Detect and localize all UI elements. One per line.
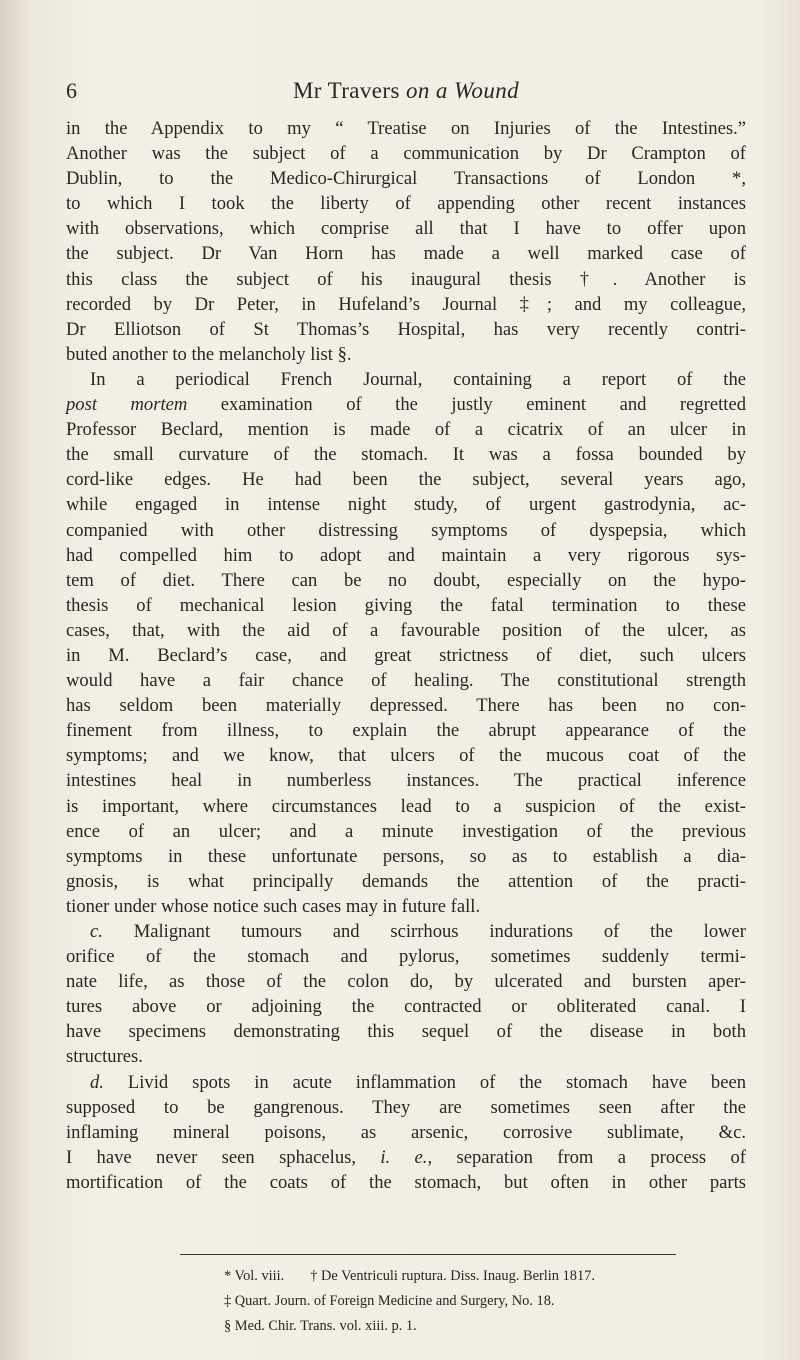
footnotes: [224, 1264, 744, 1339]
text-line: supposed to be gangrenous. They are sometimes seen after the: [66, 1096, 746, 1118]
text-line: in the Appendix to my “ Treatise on Injuries of the Intestines.”: [66, 118, 746, 139]
footnote-section: § Med. Chir. Trans. vol. xiii. p. 1.: [224, 1318, 417, 1334]
text-line: the small curvature of the stomach. It was a fossa bounded by: [66, 444, 746, 466]
page-number: 6: [66, 78, 77, 103]
italic-marker: c.: [90, 921, 103, 942]
text-line: orifice of the stomach and pylorus, sometimes suddenly termi-: [66, 946, 746, 968]
page-header: [66, 78, 746, 108]
text-line: mortification of the coats of the stomach, but often in other parts: [66, 1171, 746, 1193]
text-line: I have never seen sphacelus, i. e., separation from a process of: [66, 1146, 746, 1168]
footnote-rule: [180, 1254, 676, 1255]
text-line: Professor Beclard, mention is made of a cicatrix of an ulcer in: [66, 419, 746, 441]
text-line: while engaged in intense night study, of urgent gastrodynia, ac-: [66, 494, 746, 516]
text-line: have specimens demonstrating this sequel of the disease in both: [66, 1021, 746, 1043]
text-line: tures above or adjoining the contracted or obliterated canal. I: [66, 996, 746, 1018]
post-mortem-italic: post mortem: [66, 394, 188, 416]
text-line: Dublin, to the Medico-Chirurgical Transactions of London *,: [66, 168, 746, 190]
text-line: would have a fair chance of healing. The constitutional strength: [66, 670, 746, 692]
text-line: had compelled him to adopt and maintain a very rigorous sys-: [66, 544, 746, 566]
text-line: recorded by Dr Peter, in Hufeland’s Journal ‡; and my colleague,: [66, 293, 746, 315]
text-line: thesis of mechanical lesion giving the fatal termination to these: [66, 594, 746, 616]
italic-marker: d.: [90, 1071, 104, 1093]
text-line: structures.: [66, 1046, 143, 1068]
text-line: cases, that, with the aid of a favourable position of the ulcer, as: [66, 619, 746, 641]
paragraph-start-line: In a periodical French Journal, containing a report of the: [90, 368, 746, 390]
text-line: in M. Beclard’s case, and great strictness of diet, such ulcers: [66, 644, 746, 666]
text-line: intestines heal in numberless instances. The practical inference: [66, 770, 746, 792]
text-line: inflaming mineral poisons, as arsenic, corrosive sublimate, &c.: [66, 1121, 746, 1143]
text-line: Another was the subject of a communication by Dr Crampton of: [66, 143, 746, 165]
text-line: the subject. Dr Van Horn has made a well marked case of: [66, 243, 746, 265]
text-line: this class the subject of his inaugural thesis †. Another is: [66, 268, 746, 290]
text-line: symptoms in these unfortunate persons, so as to establish a dia-: [66, 845, 746, 867]
text-line: cord-like edges. He had been the subject, several years ago,: [66, 469, 746, 491]
text-line: buted another to the melancholy list §.: [66, 343, 352, 365]
text-line: Dr Elliotson of St Thomas’s Hospital, has very recently contri-: [66, 318, 746, 340]
running-head-roman: Mr Travers: [292, 78, 406, 103]
running-head: [66, 78, 746, 104]
footnote-star: * Vol. viii.: [224, 1268, 285, 1284]
body-text: [66, 116, 746, 1195]
text-line: finement from illness, to explain the abrupt appearance of the: [66, 720, 746, 742]
text-line: nate life, as those of the colon do, by ulcerated and bursten aper-: [66, 971, 746, 993]
text-line: companied with other distressing symptoms of dyspepsia, which: [66, 519, 746, 541]
italic-marker: i. e.: [380, 1146, 428, 1168]
text-line: is important, where circumstances lead to a suspicion of the exist-: [66, 795, 746, 817]
text-line: to which I took the liberty of appending other recent instances: [66, 193, 746, 215]
footnote-row-1: [224, 1264, 744, 1289]
text-line: tioner under whose notice such cases may in future fall.: [66, 895, 481, 917]
text-line: tem of diet. There can be no doubt, especially on the hypo-: [66, 569, 746, 591]
text-line: has seldom been materially depressed. There has been no con-: [66, 695, 746, 717]
text-line-post-mortem: [66, 392, 746, 417]
footnote-ddagger: ‡ Quart. Journ. of Foreign Medicine and Surgery, No. 18.: [224, 1293, 555, 1309]
paragraph-d-line: d. Livid spots in acute inflammation of the stomach have been: [90, 1071, 746, 1093]
text-line: ence of an ulcer; and a minute investigation of the previous: [66, 820, 746, 842]
text-line: gnosis, is what principally demands the attention of the practi-: [66, 870, 746, 892]
text-line: symptoms; and we know, that ulcers of the mucous coat of the: [66, 745, 746, 767]
running-head-italic: on a Wound: [405, 78, 520, 103]
text-line-rest: examination of the justly eminent and regretted: [187, 394, 746, 416]
text-line: with observations, which comprise all that I have to offer upon: [66, 218, 746, 240]
paragraph-c-line: c. Malignant tumours and scirrhous indurations of the lower: [90, 921, 746, 942]
footnote-dagger: † De Ventriculi ruptura. Diss. Inaug. Berlin 1817.: [310, 1268, 595, 1284]
